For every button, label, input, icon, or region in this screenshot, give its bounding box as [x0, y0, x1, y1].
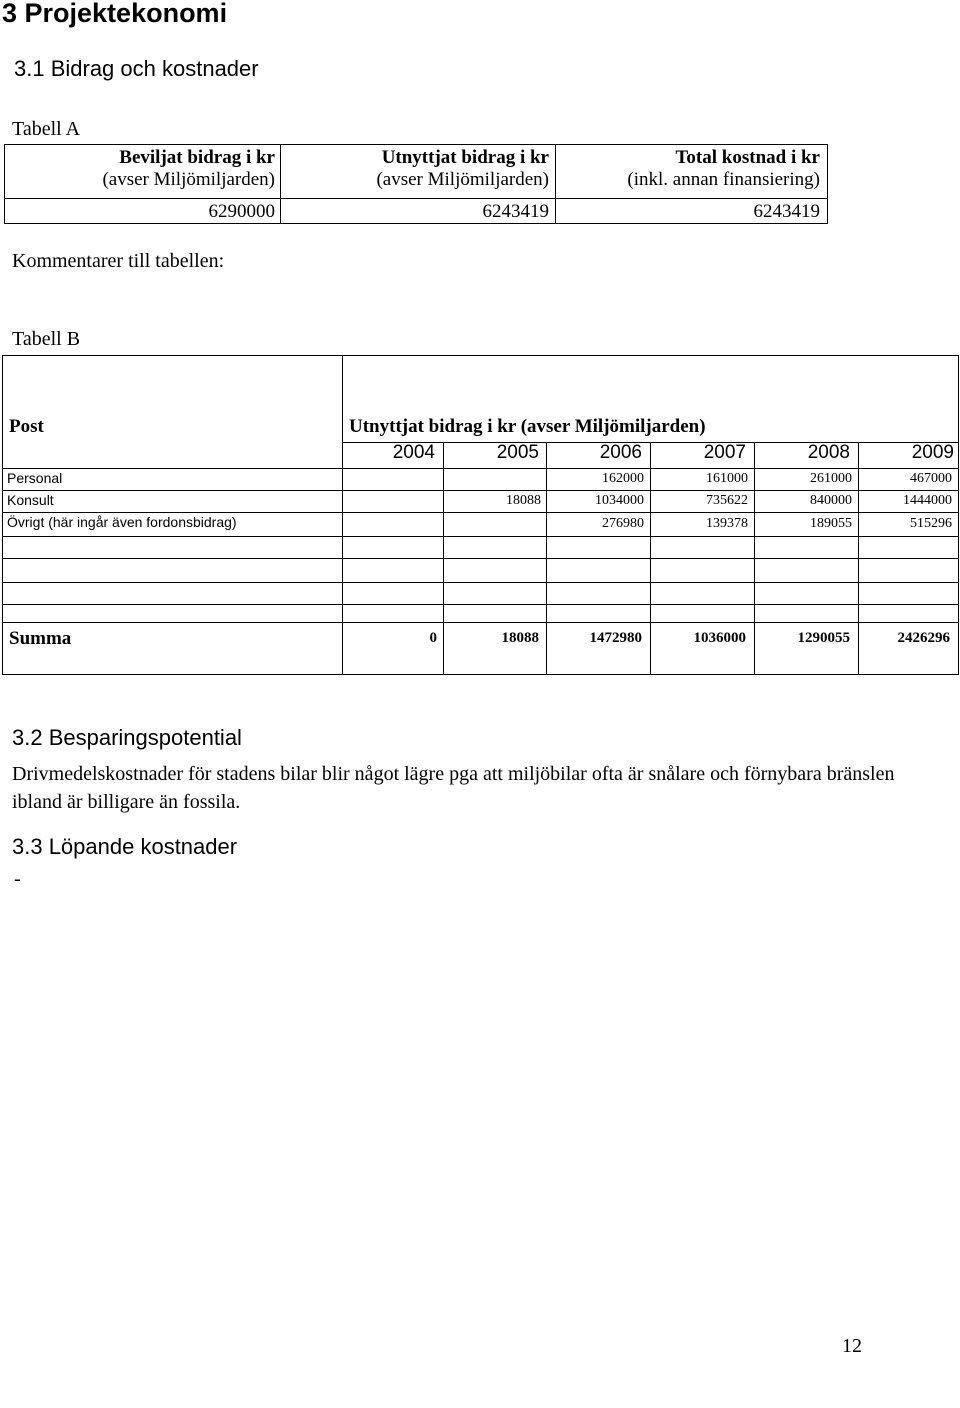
row-label-konsult: Konsult	[7, 492, 54, 508]
year-2004: 2004	[392, 442, 435, 463]
section-title: 3 Projektekonomi	[2, 0, 228, 28]
table-a-header-beviljat	[5, 147, 275, 191]
table-b-row-divider	[3, 582, 958, 583]
row-label-personal: Personal	[7, 470, 63, 486]
subsection-title-besparing: 3.2 Besparingspotential	[12, 725, 242, 750]
table-b-row-divider	[3, 490, 958, 491]
sum-2005: 18088	[501, 630, 539, 646]
table-a-caption: Tabell A	[12, 118, 81, 140]
besparing-paragraph: Drivmedelskostnader för stadens bilar blir något lägre pga att miljöbilar ofta är snålare och förnybara bränslen ibland är billigare än fossila.	[12, 763, 895, 813]
table-cell: 162000	[602, 471, 644, 486]
table-b	[2, 355, 959, 675]
table-cell: 467000	[910, 471, 952, 486]
table-a-header-total	[556, 147, 820, 191]
table-a	[4, 144, 828, 224]
header-line: Utnyttjat bidrag i kr	[381, 147, 549, 168]
sum-label: Summa	[9, 628, 72, 649]
comments-label: Kommentarer till tabellen:	[12, 250, 225, 272]
table-a-value-total: 6243419	[753, 201, 820, 222]
table-b-caption: Tabell B	[12, 328, 81, 350]
table-b-row-divider	[3, 536, 958, 537]
table-cell: 735622	[706, 493, 748, 508]
table-b-post-divider	[342, 356, 343, 674]
year-2006: 2006	[599, 442, 642, 463]
subsection-title-bidrag: 3.1 Bidrag och kostnader	[14, 56, 259, 81]
year-2007: 2007	[703, 442, 746, 463]
table-a-value-utnyttjat: 6243419	[482, 201, 549, 222]
table-cell: 1034000	[595, 493, 644, 508]
table-b-row-divider	[3, 604, 958, 605]
sum-2007: 1036000	[693, 630, 746, 646]
header-line: Total kostnad i kr	[675, 147, 820, 168]
subsection-title-lopande: 3.3 Löpande kostnader	[12, 834, 238, 859]
year-2005: 2005	[496, 442, 539, 463]
table-cell: 18088	[506, 493, 541, 508]
table-a-row-divider	[5, 198, 827, 199]
table-cell: 1444000	[903, 493, 952, 508]
table-b-post-header: Post	[9, 416, 44, 437]
table-a-value-beviljat: 6290000	[208, 201, 275, 222]
list-dash: -	[14, 868, 21, 890]
header-line: (avser Miljömiljarden)	[376, 169, 549, 190]
table-b-row-divider	[3, 558, 958, 559]
table-cell: 276980	[602, 516, 644, 531]
sum-2008: 1290055	[797, 630, 850, 646]
sum-2006: 1472980	[589, 630, 642, 646]
table-b-group-header: Utnyttjat bidrag i kr (avser Miljömiljarden)	[349, 416, 706, 437]
table-b-row-divider	[3, 468, 958, 469]
year-2009: 2009	[911, 442, 954, 463]
table-cell: 840000	[810, 493, 852, 508]
header-line: (avser Miljömiljarden)	[102, 169, 275, 190]
sum-2004: 0	[429, 630, 437, 646]
row-label-ovrigt: Övrigt (här ingår även fordonsbidrag)	[7, 514, 237, 530]
page-number: 12	[842, 1335, 862, 1357]
header-line: (inkl. annan finansiering)	[627, 169, 820, 190]
sum-2009: 2426296	[897, 630, 950, 646]
table-cell: 189055	[810, 516, 852, 531]
table-cell: 139378	[706, 516, 748, 531]
header-line: Beviljat bidrag i kr	[119, 147, 275, 168]
table-cell: 261000	[810, 471, 852, 486]
table-b-row-divider	[3, 622, 958, 623]
year-2008: 2008	[807, 442, 850, 463]
table-cell: 161000	[706, 471, 748, 486]
table-cell: 515296	[910, 516, 952, 531]
table-a-header-utnyttjat	[281, 147, 549, 191]
table-b-row-divider	[3, 512, 958, 513]
